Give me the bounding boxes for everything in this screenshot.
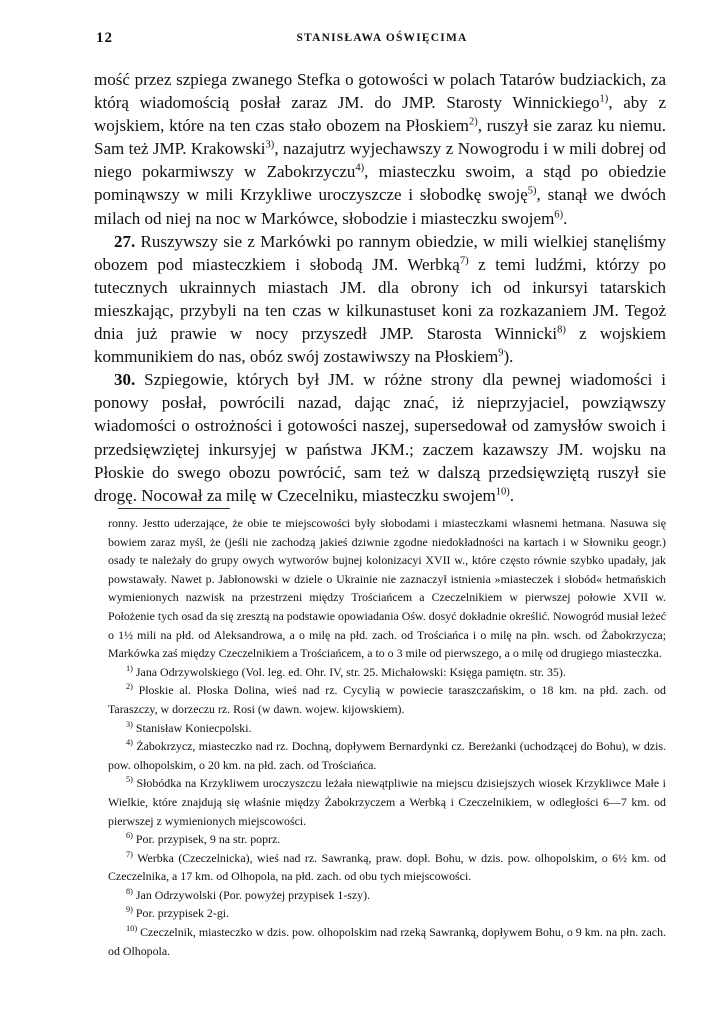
- section-number: 30.: [114, 370, 136, 390]
- footnote-ref: 7): [459, 255, 469, 267]
- footnote-ref: 2): [468, 116, 478, 128]
- footnote-number: 6: [126, 831, 131, 841]
- footnote-number: 10: [126, 924, 135, 934]
- footnote-number: 9: [126, 905, 131, 915]
- footnote-number: 2: [126, 682, 131, 692]
- footnote-text: Jana Odrzywolskiego (Vol. leg. ed. Ohr. IV, str. 25. Michałowski: Księga pamiętn. str. 35).: [132, 664, 566, 679]
- footnote-list: [108, 663, 666, 961]
- paragraph-30: 30. Szpiegowie, których był JM. w różne strony dla pewnej wiadomości i ponowy posłał, powrócili nazad, dając znać, iż nieprzyjaciel, powziąwszy wiadomości o ostrożności i gotowości naszej, supersedował od zamysłów swoich i przedsięwziętej inkursyjej w państwa JKM.; zaczem kazawszy JM. wojsku na Płoskie do swego obozu powrócić, sam też w dalszą przedsięwziętą ruszył sie drogę. Nocował za milę w Czecelniku, miasteczku swojem$^{10)}$.: [94, 370, 666, 505]
- footnote-text: Żabokrzycz, miasteczko nad rz. Dochną, dopływem Bernardynki cz. Bereżanki (uchodzącej do Bohu), w dzis. pow. olhopolskim, o 20 km. na płd. zach. od Trościańca.: [108, 739, 666, 772]
- footnote-ref: 8): [557, 324, 566, 336]
- footnote-number: 3: [126, 719, 131, 729]
- footnote-text: Słobódka na Krzykliwem uroczyszczu leżała niewątpliwie na miejscu dzisiejszych wiosek Krzykliwce Małe i Wielkie, które znajdują się właśnie między Żabokrzyczem a Werbką i Czeczelnikiem, w odległości 6—7 km. od pierwszej z wymienionych miejscowości.: [108, 776, 666, 828]
- footnote-2: $^{2)}$ Płoskie al. Płoska Dolina, wieś nad rz. Cycylią w powiecie taraszczańskim, o 18 km. na płd. zach. od Taraszczy, w dorzeczu rz. Rosi (w dawn. wojew. kijowskiem).: [108, 682, 666, 716]
- footnote-1: $^{1)}$ Jana Odrzywolskiego (Vol. leg. ed. Ohr. IV, str. 25. Michałowski: Księga pamiętn. str. 35).: [126, 663, 566, 679]
- footnote-9: $^{9)}$ Por. przypisek 2-gi.: [126, 905, 230, 921]
- footnote-text: Por. przypisek, 9 na str. poprz.: [132, 832, 281, 847]
- footnote-text: Czeczelnik, miasteczko w dzis. pow. olhopolskim nad rzeką Sawranką, dopływem Bohu, o 9 km. na płn. zach. od Olhopola.: [108, 925, 666, 958]
- footnote-ref: 5): [527, 185, 537, 197]
- main-text: [94, 68, 666, 507]
- paragraph-27: 27. Ruszywszy sie z Markówki po rannym obiedzie, w mili wielkiej stanęliśmy obozem pod miasteczkiem i słobodą JM. Werbką$^{7)}$ z temi ludźmi, którzy po tutecznych ukrainnych miastach JM. dla obrony ich od inkursyi tatarskich mieszkając, przybyli na ten czas w kilkunastuset koni za rozkazaniem JM. Tegoż dnia już prawie w nocy przyszedł JMP. Starosta Winnicki$^{8)}$ z wojskiem kommunikiem do nas, obóz swój zostawiwszy na Płoskiem$^9$).: [94, 231, 667, 367]
- footnote-10: $^{10)}$ Czeczelnik, miasteczko w dzis. pow. olhopolskim nad rzeką Sawranką, dopływem Bohu, o 9 km. na płn. zach. od Olhopola.: [108, 924, 666, 958]
- footnote-number: 1: [126, 663, 131, 673]
- footnote-text: Por. przypisek 2-gi.: [132, 906, 230, 921]
- paragraph-continuation: mość przez szpiega zwanego Stefka o gotowości w polach Tatarów budziackich, za którą wiadomością posłał zaraz JM. do JMP. Starosty Winnickiego$^{1)}$, aby z wojskiem, które na ten czas stało obozem na Płoskiem$^{2)}$, ruszył sie zaraz ku niemu. Sam też JMP. Krakowski$^{3)}$, nazajutrz wyjechawszy z Nowogrodu i w mili dobrej od niego pokarmiwszy w Zabokrzyczu$^{4)}$, miasteczku swoim, a stąd po obiedzie pominąwszy w mili Krzykliwe uroczyszcze i słobodkę swoję$^{5)}$, stanął we dwóch milach od niej na noc w Markówce, słobodzie i miasteczku swojem$^{6)}$.: [94, 70, 667, 228]
- footnote-ref: 9: [498, 347, 504, 359]
- footnote-7: $^{7)}$ Werbka (Czeczelnicka), wieś nad rz. Sawranką, praw. dopł. Bohu, w dzis. pow. olhopolskim, o 6½ km. od Czeczelnika, a 17 km. od Olhopola, na płd. zach. od obu tych miejscowości.: [108, 849, 666, 884]
- footnote-separator: [118, 508, 230, 509]
- page-number: 12: [96, 30, 113, 46]
- footnote-number: 4: [126, 738, 131, 748]
- running-head: STANISŁAWA OŚWIĘCIMA: [296, 32, 468, 44]
- footnote-6: $^{6)}$ Por. przypisek, 9 na str. poprz.: [126, 831, 281, 847]
- footnote-ref: 1): [599, 93, 609, 105]
- footnote-text: Jan Odrzywolski (Por. powyżej przypisek 1-szy).: [132, 887, 371, 902]
- footnote-5: $^{5)}$ Słobódka na Krzykliwem uroczyszczu leżała niewątpliwie na miejscu dzisiejszych wiosek Krzykliwce Małe i Wielkie, które znajdują się właśnie między Żabokrzyczem a Werbką i Czeczelnikiem, w odległości 6—7 km. od pierwszej z wymienionych miejscowości.: [108, 775, 666, 828]
- footnote-text: Werbka (Czeczelnicka), wieś nad rz. Sawranką, praw. dopł. Bohu, w dzis. pow. olhopolskim, o 6½ km. od Czeczelnika, a 17 km. od Olhopola, na płd. zach. od obu tych miejscowości.: [108, 850, 666, 884]
- footnote-text: Stanisław Koniecpolski.: [132, 720, 252, 735]
- footnotes: [108, 514, 666, 960]
- page-header: [96, 30, 668, 50]
- footnote-ref: 4): [355, 162, 365, 174]
- footnote-4: $^{4)}$ Żabokrzycz, miasteczko nad rz. Dochną, dopływem Bernardynki cz. Bereżanki (uchodzącej do Bohu), w dzis. pow. olhopolskim, o 20 km. na płd. zach. od Trościańca.: [108, 738, 666, 772]
- footnote-3: $^{3)}$ Stanisław Koniecpolski.: [126, 719, 252, 735]
- footnote-continuation: ronny. Jestto uderzające, że obie te miejscowości były słobodami i miasteczkami własnemi hetmana. Nasuwa się bowiem zaraz myśl, że (jeśli nie zachodzą jakieś dziwnie zgodne niedokładności na kartach i w Słowniku geogr.) osady te należały do grupy owych wytworów bujnej kolonizacyi XVII w., które często równie szybko upadały, jak powstawały. Nawet p. Jabłonowski w dziele o Ukrainie nie zaznaczył istnienia »miasteczek i słobód« hetmańskich wymienionych nazwisk na przestrzeni między Trościańcem a Czeczelnikiem w pierwszej połowie XVII w. Położenie tych osad da się zresztą na podstawie opowiadania Ośw. dosyć dokładnie określić. Nowogród musiał leżeć o 1½ mili na płd. od Aleksandrowa, a o milę na płd. zach. od Trościańca i o milę na płn. wsch. od Żabokrzycza; Markówka zaś między Czeczelnikiem a Trościańcem, a to o 3 mile od pierwszego, a o milę od drugiego miasteczka.: [108, 516, 666, 661]
- footnote-8: $^{8)}$ Jan Odrzywolski (Por. powyżej przypisek 1-szy).: [126, 886, 371, 902]
- footnote-number: 8: [126, 886, 131, 896]
- footnote-ref: 3): [265, 139, 275, 151]
- footnote-text: Płoskie al. Płoska Dolina, wieś nad rz. Cycylią w powiecie taraszczańskim, o 18 km. na płd. zach. od Taraszczy, w dorzeczu rz. Rosi (w dawn. wojew. kijowskiem).: [108, 683, 666, 716]
- footnote-ref: 10): [495, 486, 510, 498]
- section-number: 27.: [114, 231, 136, 251]
- footnote-number: 7: [126, 849, 131, 859]
- footnote-number: 5: [126, 775, 131, 785]
- footnote-ref: 6): [554, 208, 564, 220]
